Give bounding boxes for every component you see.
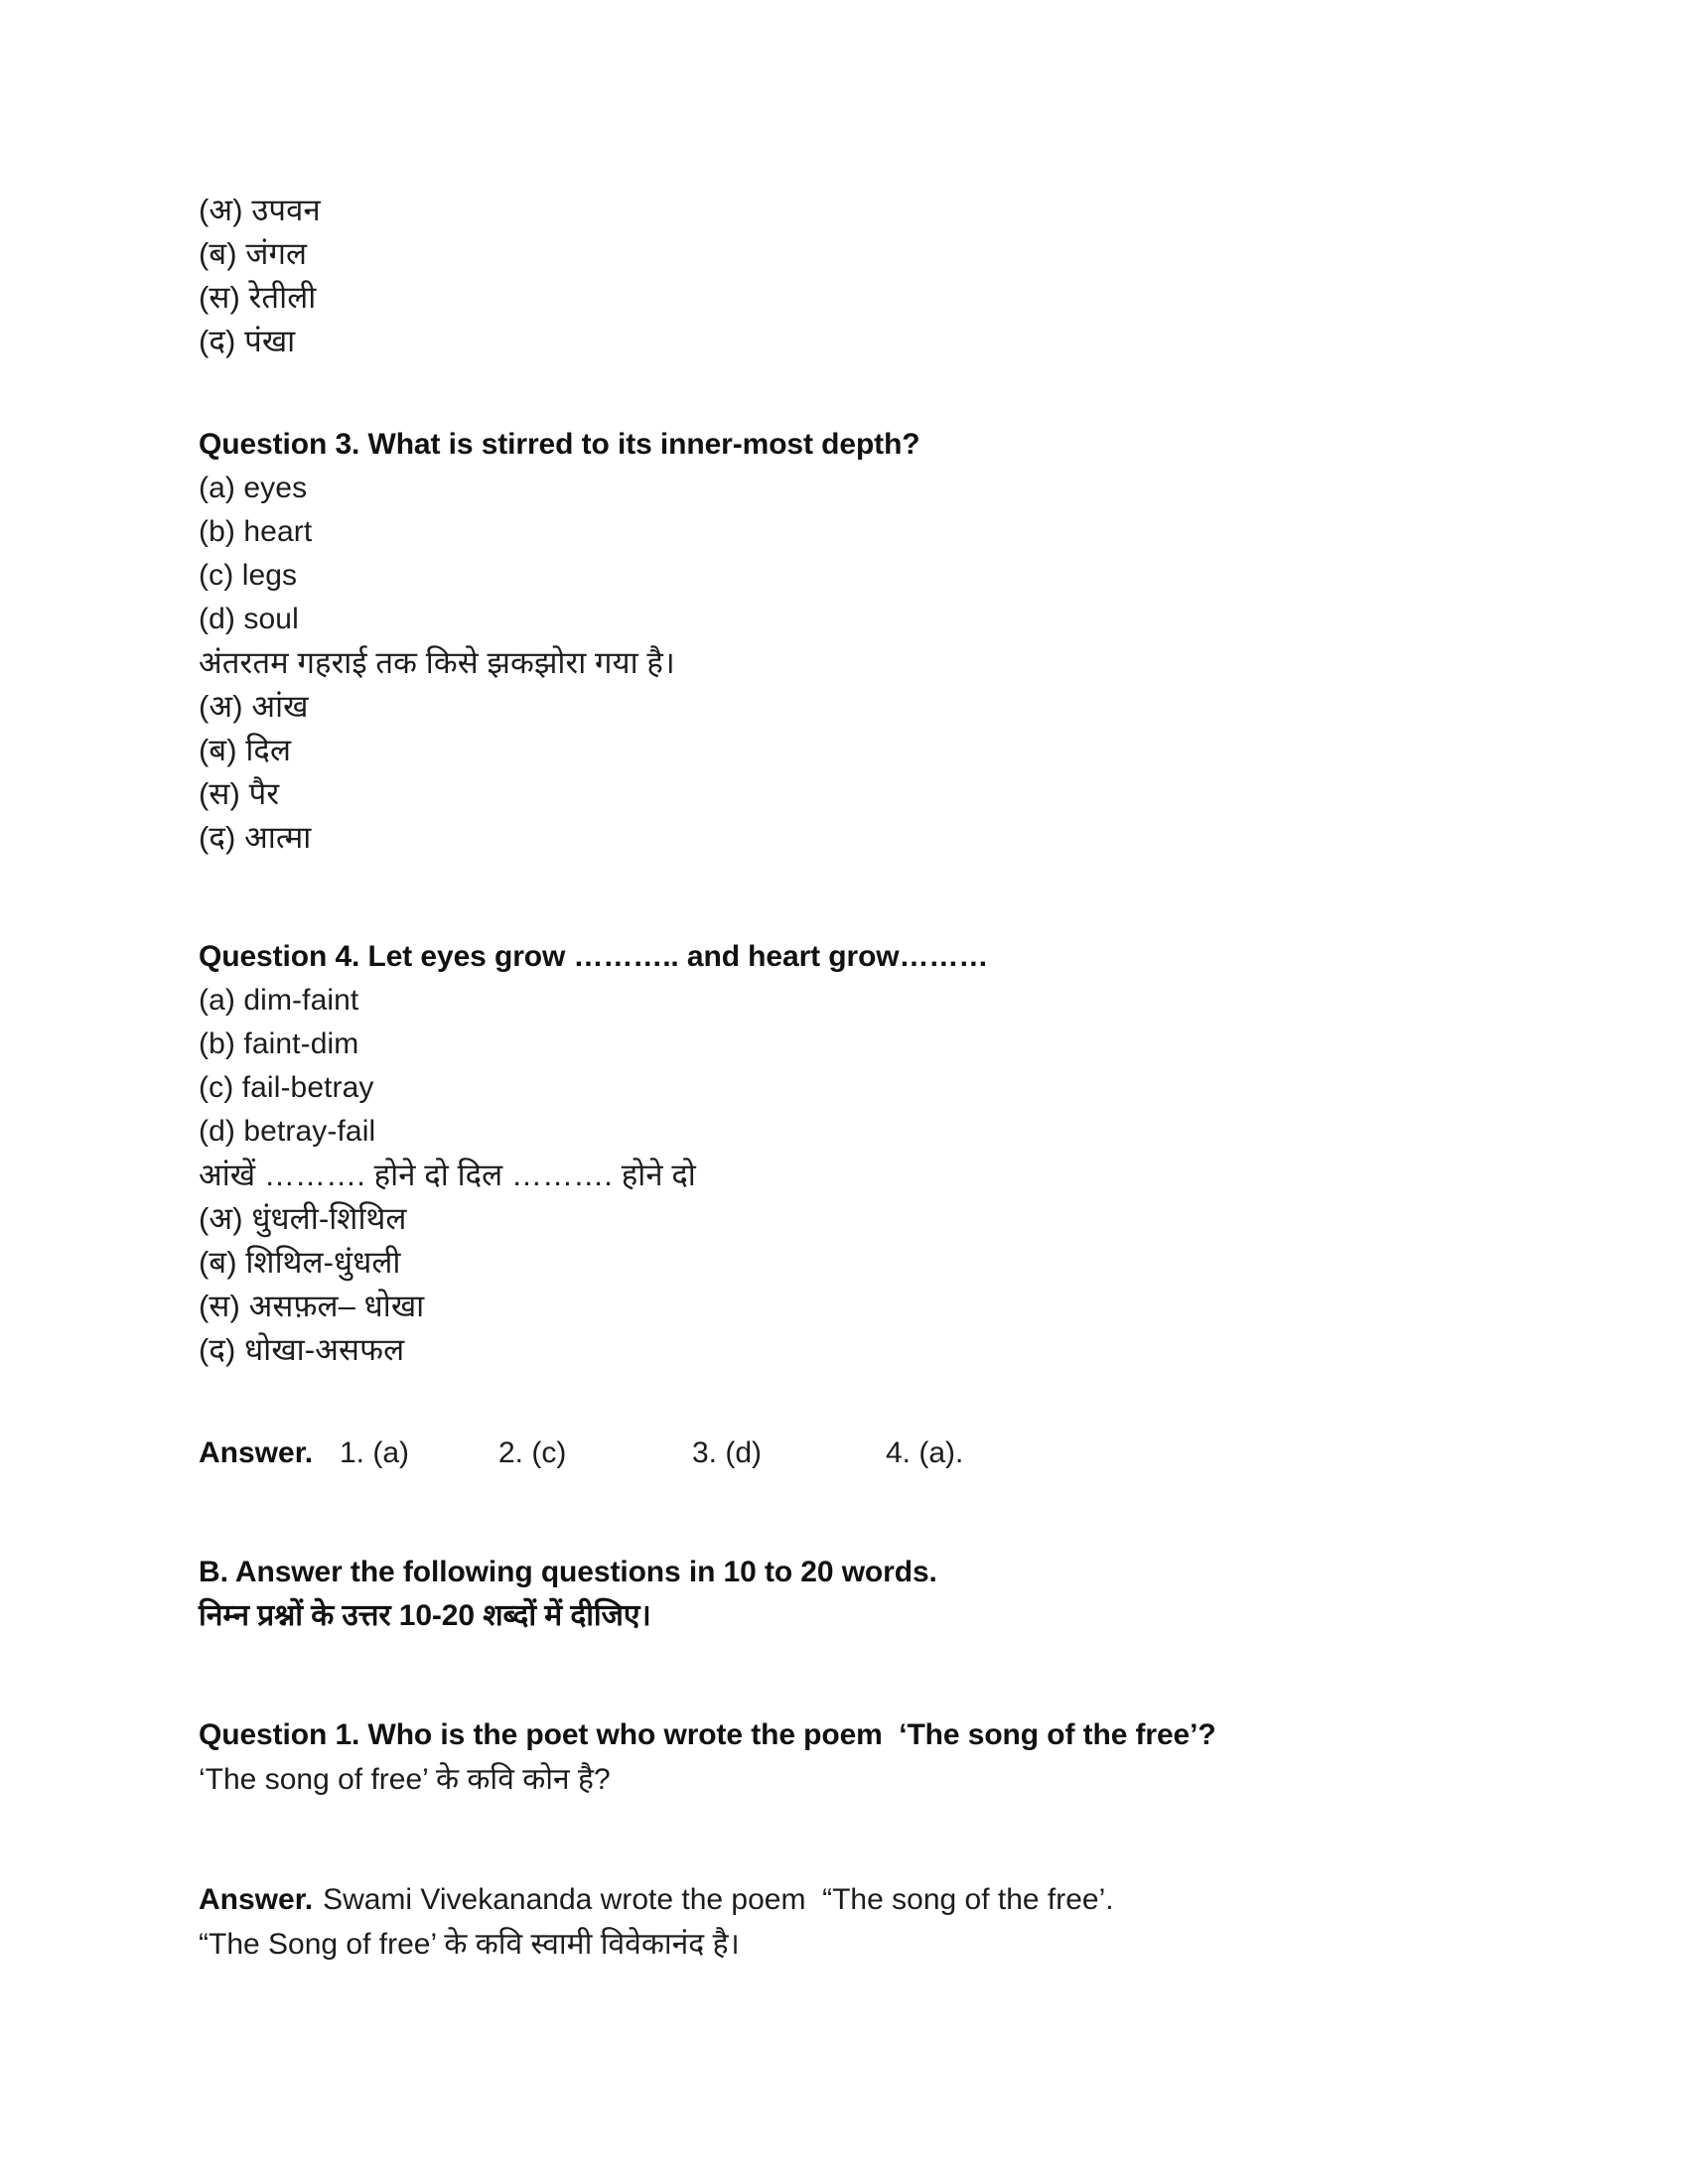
section-b-question-1-heading: Question 1. Who is the poet who wrote the poem ‘The song of the free’? (199, 1718, 1216, 1751)
question-3-block (199, 423, 1519, 860)
answer-item-4: 4. (a). (886, 1436, 964, 1469)
answer-label: Answer. (199, 1436, 314, 1469)
list-item: (b) heart (199, 515, 313, 548)
list-item: (द) पंखा (199, 324, 296, 358)
mcq-answer-row (199, 1432, 1519, 1475)
list-item: (ब) शिथिल-धुंधली (199, 1245, 401, 1280)
list-item: (अ) उपवन (199, 193, 321, 227)
list-item: (d) betray-fail (199, 1115, 376, 1148)
section-b-question-1-prompt-hindi: ‘The song of free’ के कवि कोन है? (199, 1763, 611, 1796)
section-b-heading-english: B. Answer the following questions in 10 to 20 words. (199, 1556, 937, 1588)
list-item: (द) धोखा-असफल (199, 1332, 405, 1367)
list-item: (c) legs (199, 559, 298, 592)
spacer (199, 1803, 1519, 1862)
answer-item-3: 3. (d) (692, 1436, 763, 1469)
question-4-prompt-hindi: आंखें ………. होने दो दिल ………. होने दो (199, 1158, 696, 1192)
spacer (199, 1862, 1519, 1878)
list-item: (अ) धुंधली-शिथिल (199, 1201, 407, 1236)
spacer (199, 363, 1519, 423)
answer-label: Answer. (199, 1883, 314, 1916)
list-item: (द) आत्मा (199, 820, 312, 855)
document-content (199, 189, 1519, 1968)
question-4-heading: Question 4. Let eyes grow ……….. and heart grow……… (199, 940, 989, 973)
list-item: (स) पैर (199, 776, 280, 811)
section-b-block (199, 1551, 1519, 1638)
section-b-answer-line-english (199, 1878, 1519, 1922)
spacer (199, 1698, 1519, 1713)
spacer (199, 919, 1519, 935)
list-item: (ब) दिल (199, 733, 292, 767)
question-3-heading: Question 3. What is stirred to its inner-most depth? (199, 428, 920, 461)
spacer (199, 1475, 1519, 1535)
section-b-answer-block (199, 1878, 1519, 1968)
list-item: (ब) जंगल (199, 236, 308, 271)
list-item: (स) असफ़ल– धोखा (199, 1289, 425, 1323)
section-b-question-1-block (199, 1713, 1519, 1803)
answer-item-2: 2. (c) (498, 1436, 567, 1469)
list-item: (स) रेतीली (199, 280, 317, 315)
answer-item-1: 1. (a) (340, 1436, 410, 1469)
answer-text-hindi: “The Song of free’ के कवि स्वामी विवेकानंद है। (199, 1928, 740, 1961)
list-item: (c) fail-betray (199, 1071, 374, 1104)
question-3-prompt-hindi: अंतरतम गहराई तक किसे झकझोरा गया है। (199, 645, 675, 680)
spacer (199, 1638, 1519, 1698)
answer-text-english: Swami Vivekananda wrote the poem “The song of the free’. (323, 1883, 1114, 1916)
spacer (199, 1535, 1519, 1551)
list-item: (d) soul (199, 603, 299, 635)
spacer (199, 1372, 1519, 1432)
list-item: (अ) आंख (199, 689, 309, 724)
spacer (199, 860, 1519, 919)
section-b-heading-hindi: निम्न प्रश्नों के उत्तर 10-20 शब्दों में दीजिए। (199, 1599, 651, 1632)
list-item: (a) eyes (199, 472, 308, 504)
question-4-block (199, 935, 1519, 1372)
list-item: (b) faint-dim (199, 1027, 359, 1060)
previous-question-options (199, 189, 1519, 363)
list-item: (a) dim-faint (199, 984, 359, 1017)
